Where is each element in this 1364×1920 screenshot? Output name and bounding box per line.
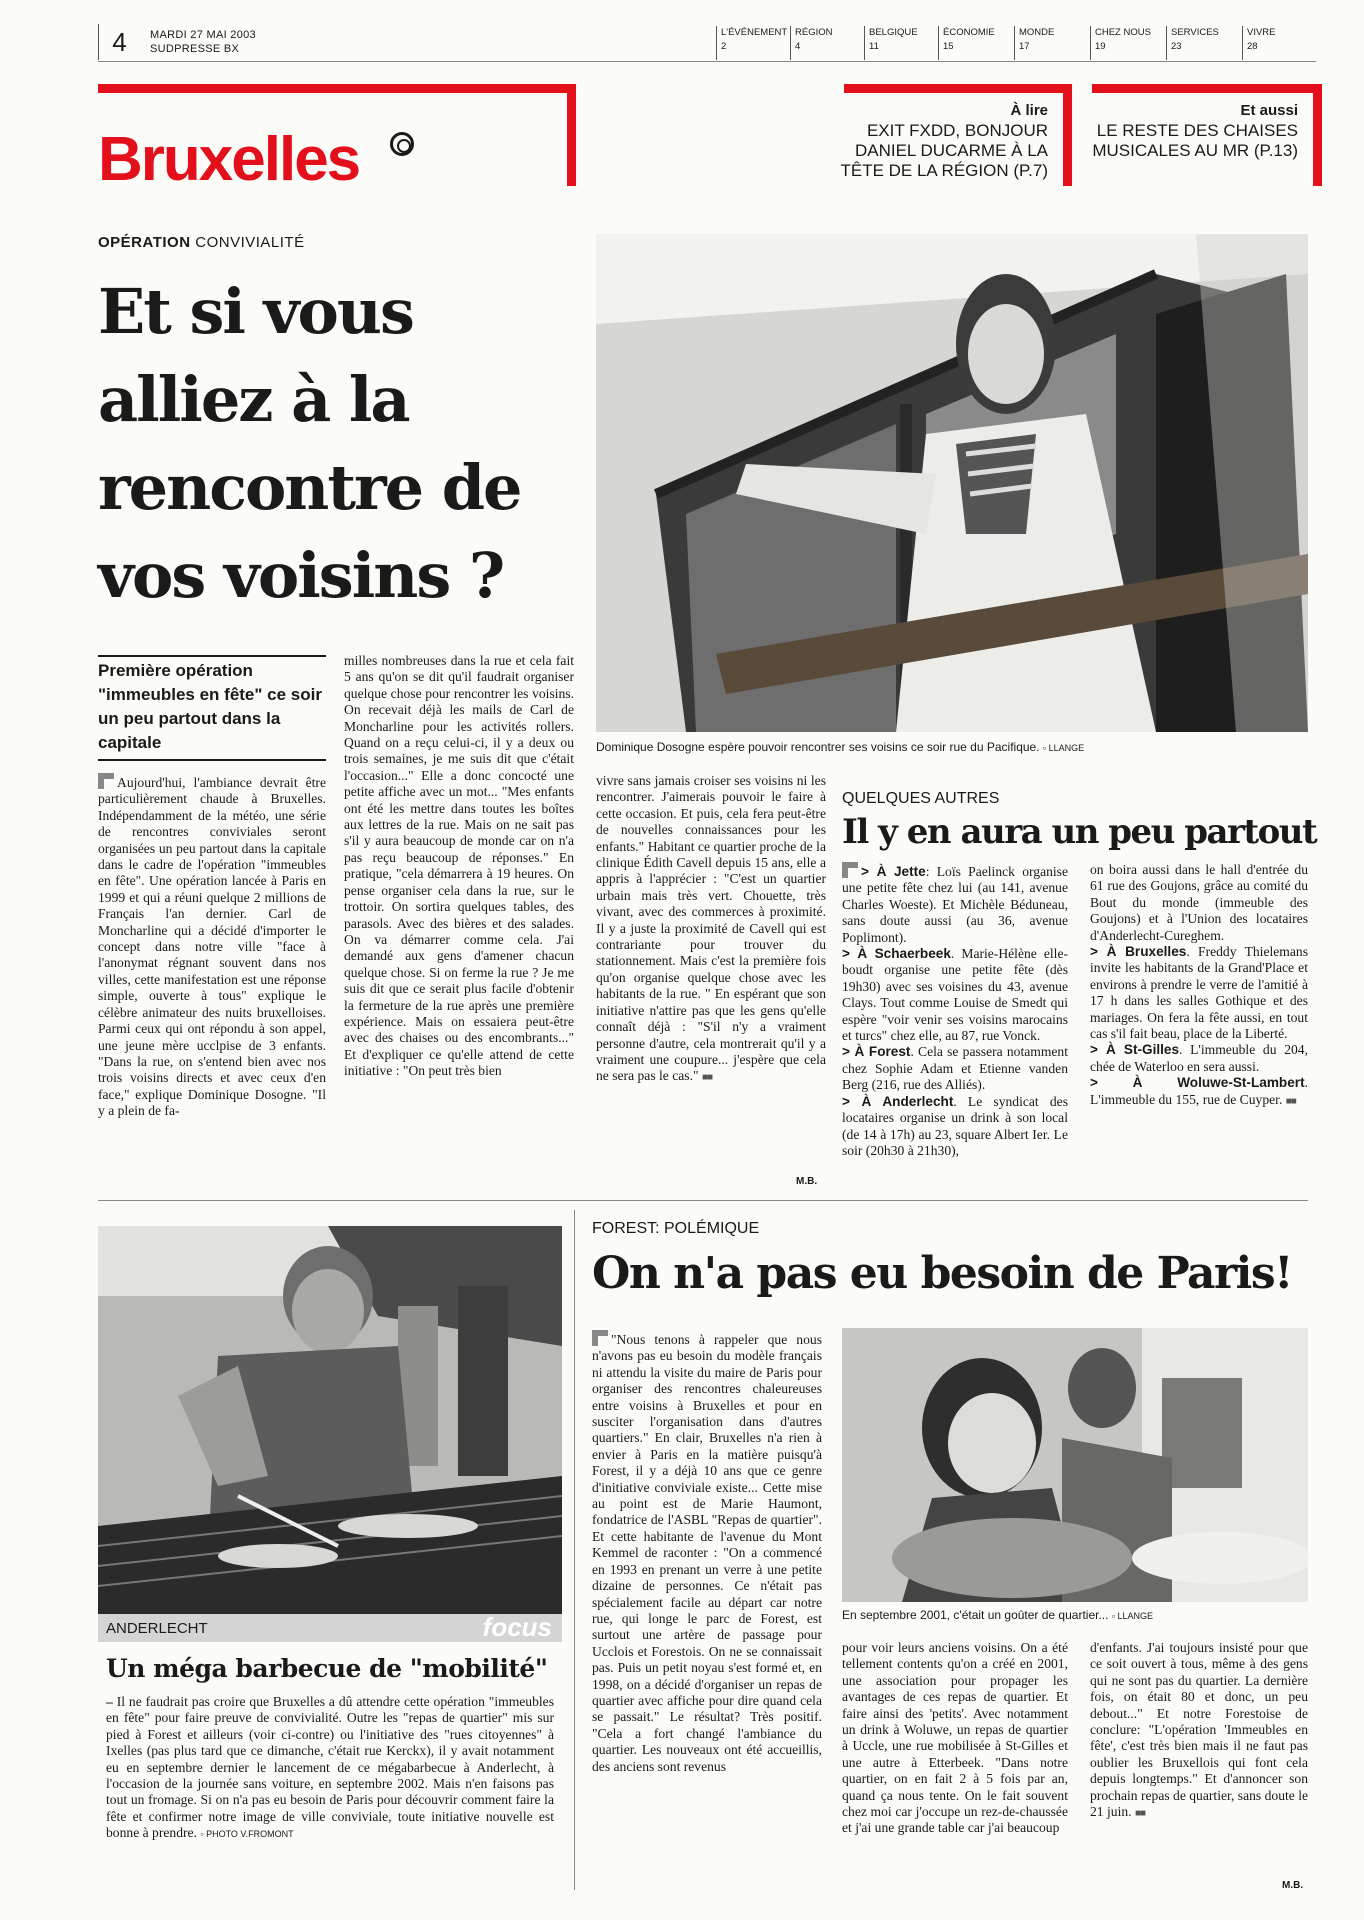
main-photo-credit: LLANGE [1048, 743, 1085, 753]
main-deck: Première opération "immeubles en fête" ce soir un peu partout dans la capitale [98, 655, 326, 761]
teaser-a-text: EXIT FXDD, BONJOUR DANIEL DUCARME À LA TÊTE DE LA RÉGION (P.7) [840, 121, 1048, 180]
forest-signature: M.B. [1282, 1880, 1304, 1891]
main-photo [596, 234, 1308, 732]
forest-column-1: "Nous tenons à rappeler que nous n'avons pas eu besoin du modèle français ni attendu la visite du maire de Paris pour organiser des rencontres chaleureuses entre voisins à Bruxelles et pour en susciter l'organisation dans d'autres quartiers." En clair, Bruxelles n'a rien à envier à Paris en la matière puisqu'à Forest, il y a déjà 10 ans que ce genre d'initiative conviviale existe... Cette mise au point est de Marie Haumont, fondatrice de l'ASBL "Repas de quartier". Et cette habitante de l'avenue du Mont Kemmel de raconter : "On a commencé en 1993 en prenant un verre à une petite dizaine de personnes. Ce n'était pas spécialement facile au départ car notre rue, qui longe le parc de Forest, est surtout une artère de passage pour Ucclois et Forestois. On ne se connaissait pas. Puis un petit noyau s'est formé et, en 1998, on a décidé d'organiser un repas de quartier avec affiche pour dire quand cela se passait." Le résultat? Très positif. "Cela a fort changé l'ambiance du quartier. Les nouveaux ont été accueillis, des anciens sont revenus [592, 1332, 822, 1774]
paragraph-marker-icon [842, 862, 858, 878]
forest-column-3: d'enfants. J'ai toujours insisté pour que ce soit ouvert à tous, même à des gens qui ne sont pas du quartier. La dernière fois, on était 80 et donc, un peu debout..." Et notre Forestoise de conclure: "L'opération 'Immeubles en fête', c'est très bien mais il ne faut pas oublier les Bruxellois qui font cela depuis longtemps." Et d'annoncer son prochain repas de quartier, sans doute le 21 juin. ■■ [1090, 1640, 1308, 1822]
main-kicker: OPÉRATION CONVIVIALITÉ [98, 234, 305, 251]
main-photo-caption: Dominique Dosogne espère pouvoir rencontrer ses voisins ce soir rue du Pacifique. ▫ LLANGE [596, 740, 1085, 754]
section-index-item: L'ÉVÉNEMENT 2 [716, 26, 790, 60]
section-index-item: ÉCONOMIE 15 [938, 26, 1014, 60]
section-index-item: CHEZ NOUS 19 [1090, 26, 1166, 60]
forest-kicker: FOREST: POLÉMIQUE [592, 1220, 760, 1237]
section-title: Bruxelles [98, 125, 360, 194]
end-mark-icon: ■■ [701, 1072, 713, 1084]
focus-headline: Un méga barbecue de "mobilité" [106, 1654, 548, 1683]
focus-body: – Il ne faudrait pas croire que Bruxelles a dû attendre cette opération "immeubles en fête" pour faire preuve de convivialité. Outre les "repas de quartier" mis sur pied à Forest et ailleurs (voir ci-contre) ou l'initiative des "rues citoyennes" à Ixelles (pas plus tard que ce dimanche, c'était rue Kerckx), il y avait notamment eu en septembre dernier le lancement de ce mégabarbecue à Anderlecht, à l'occasion de la journée sans voiture, en septembre 2002. Mais n'en faisons pas tout un fromage. Si on n'a pas eu besoin de Paris pour découvrir comment faire la fête et confirmer notre image de ville conviviale, toute initiative nouvelle est bonne à prendre. ▫ PHOTO V.FROMONT [106, 1694, 554, 1841]
teaser-b-text: LE RESTE DES CHAISES MUSICALES AU MR (P.13) [1092, 121, 1298, 160]
forest-photo-caption: En septembre 2001, c'était un goûter de quartier... ▫ LLANGE [842, 1608, 1154, 1622]
section-index-item: SERVICES 23 [1166, 26, 1242, 60]
main-headline: Et si vous alliez à la rencontre de vos voisins ? [98, 275, 521, 612]
page-topbar [98, 24, 1316, 62]
issue-date: MARDI 27 MAI 2003 [150, 29, 256, 41]
forest-photo [842, 1328, 1308, 1602]
teaser-b [1092, 102, 1298, 161]
paragraph-marker-icon [592, 1330, 608, 1346]
barbecue-photo [98, 1226, 562, 1614]
section-index-item: MONDE 17 [1014, 26, 1090, 60]
forest-photo-credit: LLANGE [1117, 1611, 1154, 1621]
child-snack-illustration [842, 1328, 1308, 1602]
divider-vertical [574, 1210, 575, 1890]
section-index [716, 26, 1318, 60]
main-column-2: milles nombreuses dans la rue et cela fait 5 ans qu'on se dit qu'il faudrait organiser quelque chose pour rencontrer les voisins. On recevait déjà les mails de Carl de Moncharline pour les activités rollers. Quand on a reçu celui-ci, il y a deux ou trois semaines, je me suis dit que c'était l'occasion..." Elle a donc concocté une petite affiche avec un mot... "Mes enfants ont été les mettre dans toutes les boîtes aux lettres de la rue. Mais on ne sait pas s'il y aura beaucoup de monde car on n'a pas reçu beaucoup de réponses." En pratique, "cela démarrera à 19 heures. On pense organiser cela dans la rue, sur le trottoir. On sortira quelques tables, des parasols. Avec des bières et des salades. On va démarrer comme cela. J'ai demandé aux gens d'amener chacun quelque chose. Si on ferme la rue ? Je me suis dit que ce serait plus facile d'obtenir la fermeture de la rue après une première expérience. Mais on essaiera peut-être avec des chaises ou des encombrants..." Et d'expliquer ce qu'elle attend de cette initiative : "On peut très bien [344, 653, 574, 1079]
others-headline: Il y en aura un peu partout [842, 812, 1317, 852]
focus-photo-credit: PHOTO V.FROMONT [206, 1829, 294, 1840]
woman-at-window-illustration [596, 234, 1308, 732]
target-logo-icon [390, 132, 414, 156]
main-column-1: Aujourd'hui, l'ambiance devrait être particulièrement chaude à Bruxelles. Indépendamment de la météo, une série de rencontres conviviales seront organisées un peu partout dans la capitale dans le cadre de l'opération "immeubles en fête". Une opération lancée à Paris en 1999 et qui a réuni quelque 2 millions de Français l'an dernier. Carl de Moncharline qui a décidé d'importer le concept dans notre ville "face à l'anonymat régnant souvent dans nos villes, cette manifestation est une réponse simple, ouverte à tous" explique le célèbre animateur des nuits bruxelloises. Parmi ceux qui ont répondu à son appel, une jeune mère ucclpise de 3 enfants. "Dans la rue, on s'entend bien avec nos trois voisins directs et avec ceux d'en face," explique Dominique Dosogne. "Il y a plein de fa- [98, 775, 326, 1119]
teaser-a [838, 102, 1048, 181]
section-index-item: VIVRE 28 [1242, 26, 1318, 60]
main-signature: M.B. [796, 1176, 818, 1187]
end-mark-icon: ■■ [1134, 1808, 1146, 1820]
focus-place: ANDERLECHT [106, 1620, 208, 1637]
end-mark-icon: ■■ [1285, 1095, 1296, 1107]
page-number: 4 [98, 24, 140, 60]
publication-info [150, 28, 256, 56]
focus-bar [98, 1614, 562, 1642]
forest-headline: On n'a pas eu besoin de Paris! [592, 1248, 1292, 1299]
teaser-b-label: Et aussi [1240, 102, 1298, 119]
teaser-a-label: À lire [1010, 102, 1048, 119]
others-column-2: on boira aussi dans le hall d'entrée du 61 rue des Goujons, grâce au comité du Bout du monde (immeuble des Goujons) et à l'Union des locataires d'Anderlecht-Cureghem. > À Bruxelles. Freddy Thielemans invite les habitants de la Grand'Place et environs à prendre le verre de l'amitié à 17 h dans les salles Gothique et des mariages. On fera la fête aussi, en tout cas s'il fait beau, place de la Liberté. > À St-Gilles. L'immeuble du 204, chée de Waterloo en sera aussi. > À Woluwe-St-Lambert. L'immeuble du 155, rue de Cuyper. ■■ [1090, 862, 1308, 1110]
forest-column-2: pour voir leurs anciens voisins. On a été tellement contents qu'on a créé en 2001, une association pour propager les avantages de ces repas de quartier. Et faire ainsi des 'petits'. Avec notamment un drink à Woluwe, un repas de quartier à Uccle, une rue mobilisée à St-Gilles et une autre à Etterbeek. "Dans notre quartier, on en fait 2 à 5 fois par an, quand ça nous tente. On le fait souvent chez moi car j'occupe un rez-de-chaussée et j'ai une grande table car j'ai beaucoup [842, 1640, 1068, 1836]
edition-name: SUDPRESSE BX [150, 43, 240, 55]
divider-horizontal [98, 1200, 1308, 1201]
paragraph-marker-icon [98, 773, 114, 789]
focus-tag: focus [482, 1612, 552, 1642]
others-column-1: > À Jette: Loïs Paelinck organise une petite fête chez lui (au 141, avenue Charles Woeste). Et Michèle Béduneau, sans doute aussi (au 36, avenue Poplimont). > À Schaerbeek. Marie-Hélène elle-boudt organise une petite fête (dès 19h30) avec ses voisines du 43, avenue Clays. Tout comme Louise de Smedt qui espère "voir venir ses voisins marocains et turcs" chez elle, au 87, rue Vonck. > À Forest. Cela se passera notamment chez Sophie Adam et Etienne vanden Berg (216, rue des Alliés). > À Anderlecht. Le syndicat des locataires organise un drink à son local (de 14 à 17h) au 23, square Albert Ier. Le soir (20h30 à 21h30), [842, 864, 1069, 1158]
section-index-item: BELGIQUE 11 [864, 26, 938, 60]
section-index-item: RÉGION 4 [790, 26, 864, 60]
main-column-3: vivre sans jamais croiser ses voisins ni les rencontrer. J'aimerais pouvoir le faire à cette occasion. Et puis, cela fera peut-être de nouvelles connaissances pour les enfants." Habitant ce quartier proche de la clinique Édith Cavell depuis 15 ans, elle a appris à l'apprécier : "C'est un quartier urbain mais très vert. Chouette, très vivant, avec des commerces à proximité. Il y a juste la proximité de Cavell qui est contrariante pour trouver du stationnement. Mais c'est la première fois qu'on organise quelque chose avec les habitants de la rue. " En espérant que son initiative n'attire pas que les gens qu'elle connaît déjà : "S'il n'y a vraiment personne d'autre, cela montrerait qu'il y a vraiment une coupure... j'espère que cela ne sera pas le cas." ■■ [596, 773, 826, 1087]
barbecue-illustration [98, 1226, 562, 1614]
others-kicker: QUELQUES AUTRES [842, 790, 1000, 807]
